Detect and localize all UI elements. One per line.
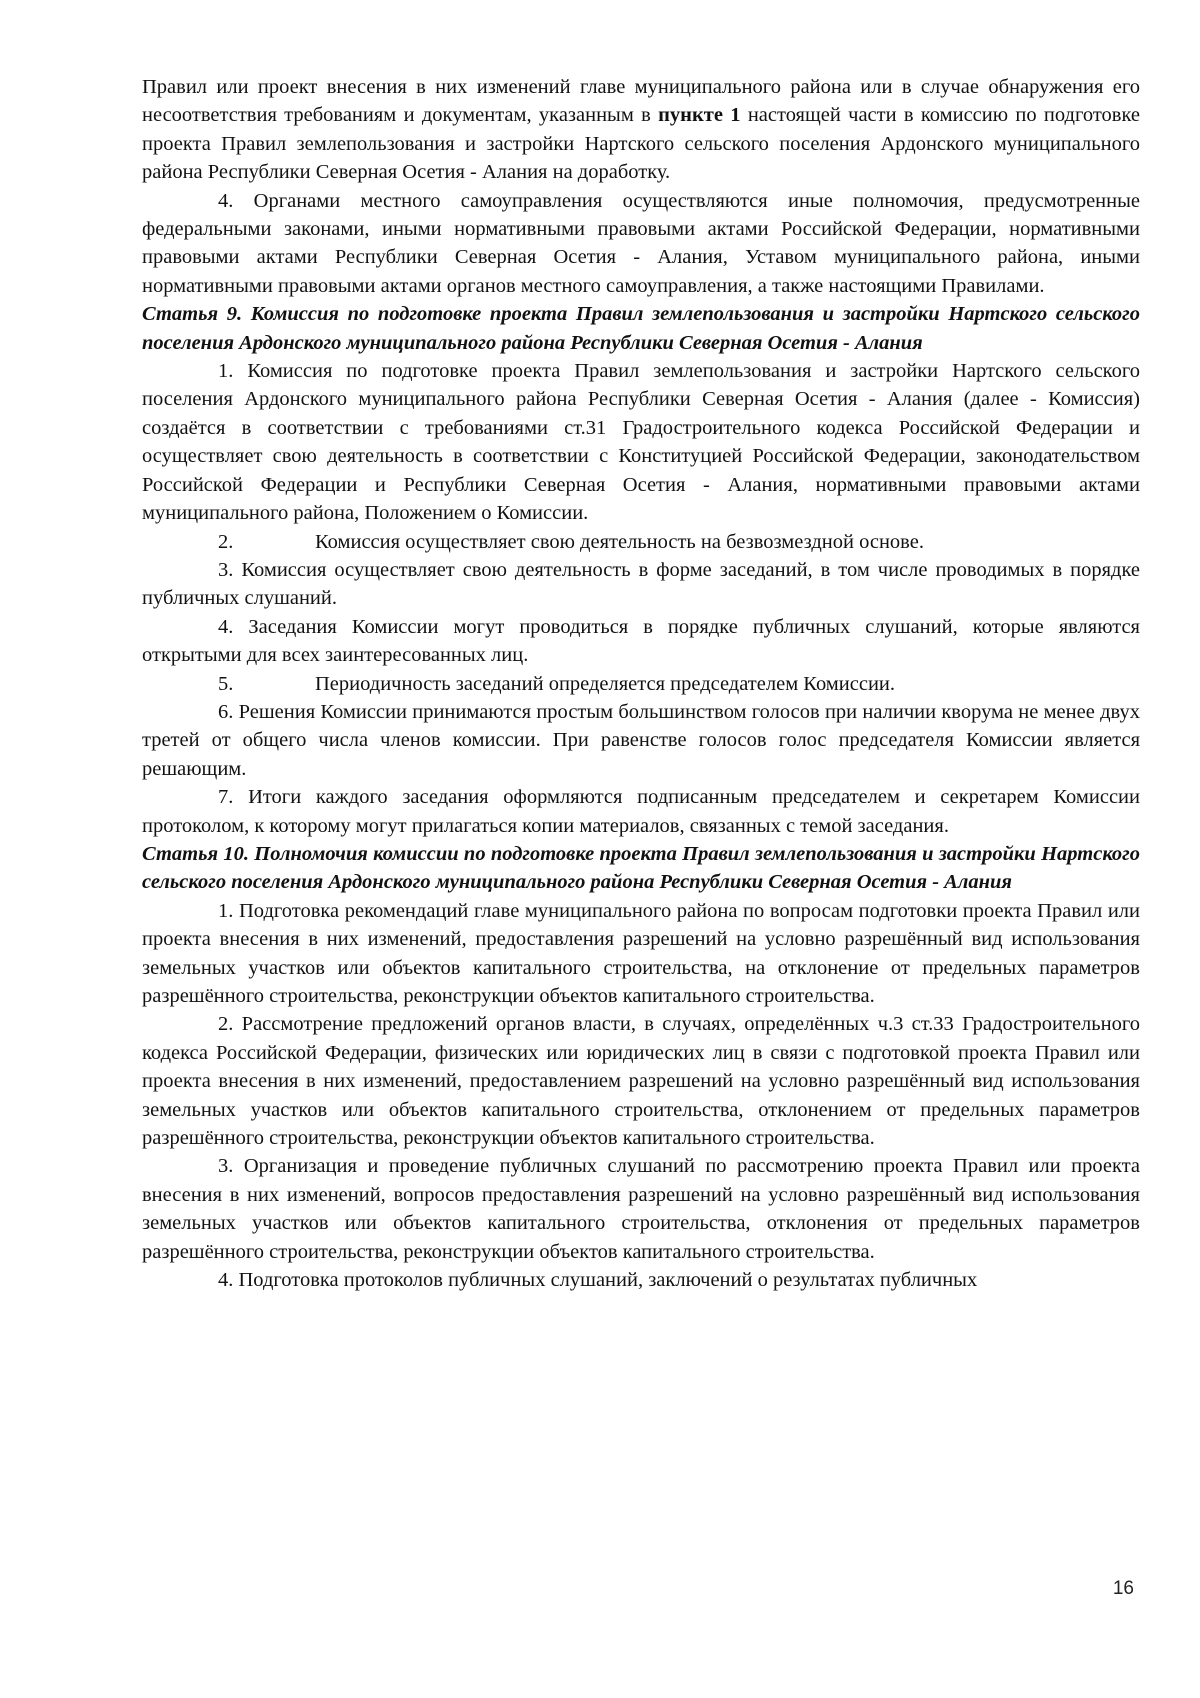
article-9-paragraph-2-text: Комиссия осуществляет свою деятельность на безвозмездной основе. <box>315 530 924 553</box>
article-9-paragraph-6: 6. Решения Комиссии принимаются простым большинством голосов при наличии кворума не менее двух третей от общего числа членов комиссии. При равенстве голосов голос председателя Комиссии является решающим. <box>142 700 1140 780</box>
article-9-paragraph-1: 1. Комиссия по подготовке проекта Правил землепользования и застройки Нартского сельского поселения Ардонского муниципального района Республики Северная Осетия - Алания (далее - Комиссия) создаётся в соответствии с требованиями ст.31 Градостроительного кодекса Российской Федерации и осуществляет свою деятельность в соответствии с Конституцией Российской Федерации, законодательством Российской Федерации и Республики Северная Осетия - Алания, нормативными правовыми актами муниципального района, Положением о Комиссии. <box>142 360 1140 525</box>
article-9-paragraph-4: 4. Заседания Комиссии могут проводиться в порядке публичных слушаний, которые являются открытыми для всех заинтересованных лиц. <box>142 615 1140 667</box>
article-9-paragraph-5-number: 5. <box>218 672 234 695</box>
intro-text-part1: Правил или проект внесения в них изменений главе муниципального района или в случае обнаружения его несоответствия требованиям и документам, указанным в <box>142 76 1140 127</box>
page-number: 16 <box>1112 1578 1134 1599</box>
article-10-heading: Статья 10. Полномочия комиссии по подготовке проекта Правил землепользования и застройки Нартского сельского поселения Ардонского муниципального района Республики Северная Осетия - Алания <box>142 842 1140 894</box>
article-9-paragraph-5-text: Периодичность заседаний определяется председателем Комиссии. <box>315 672 896 695</box>
intro-text-part2: настоящей части в комиссию по подготовке проекта Правил землепользования и застройки Нартского сельского поселения Ардонского муниципального района Республики Северная Осетия - Алания на доработку. <box>142 104 1141 184</box>
intro-paragraph <box>142 73 1140 187</box>
article-10-paragraph-3: 3. Организация и проведение публичных слушаний по рассмотрению проекта Правил или проекта внесения в них изменений, вопросов предоставления разрешений на условно разрешённый вид использования земельных участков или объектов капитального строительства, отклонения от предельных параметров разрешённого строительства, реконструкции объектов капитального строительства. <box>142 1155 1140 1263</box>
article-10-paragraph-1: 1. Подготовка рекомендаций главе муниципального района по вопросам подготовки проекта Правил или проекта внесения в них изменений, предоставления разрешений на условно разрешённый вид использования земельных участков или объектов капитального строительства, на отклонение от предельных параметров разрешённого строительства, реконструкции объектов капитального строительства. <box>142 899 1140 1007</box>
paragraph-item-4-powers: 4. Органами местного самоуправления осуществляются иные полномочия, предусмотренные федеральными законами, иными нормативными правовыми актами Российской Федерации, нормативными правовыми актами Республики Северная Осетия - Алания, Уставом муниципального района, иными нормативными правовыми актами органов местного самоуправления, а также настоящими Правилами. <box>142 189 1140 297</box>
intro-bold-reference: пункте 1 <box>658 104 741 127</box>
article-9-paragraph-3: 3. Комиссия осуществляет свою деятельность в форме заседаний, в том числе проводимых в порядке публичных слушаний. <box>142 558 1140 610</box>
article-9-heading: Статья 9. Комиссия по подготовке проекта Правил землепользования и застройки Нартского сельского поселения Ардонского муниципального района Республики Северная Осетия - Алания <box>142 303 1140 354</box>
document-page <box>142 73 1140 1294</box>
article-9-paragraph-2 <box>142 528 1140 556</box>
article-9-paragraph-7: 7. Итоги каждого заседания оформляются подписанным председателем и секретарем Комиссии протоколом, к которому могут прилагаться копии материалов, связанных с темой заседания. <box>142 786 1140 837</box>
article-10-paragraph-4: 4. Подготовка протоколов публичных слушаний, заключений о результатах публичных <box>218 1269 978 1292</box>
article-9-paragraph-2-number: 2. <box>218 530 234 553</box>
article-9-paragraph-5 <box>142 670 1140 698</box>
article-10-paragraph-2: 2. Рассмотрение предложений органов власти, в случаях, определённых ч.3 ст.33 Градостроительного кодекса Российской Федерации, физических или юридических лиц в связи с подготовкой проекта Правил или проекта внесения в них изменений, предоставлением разрешений на условно разрешённый вид использования земельных участков или объектов капитального строительства, отклонением от предельных параметров разрешённого строительства, реконструкции объектов капитального строительства. <box>142 1013 1140 1150</box>
